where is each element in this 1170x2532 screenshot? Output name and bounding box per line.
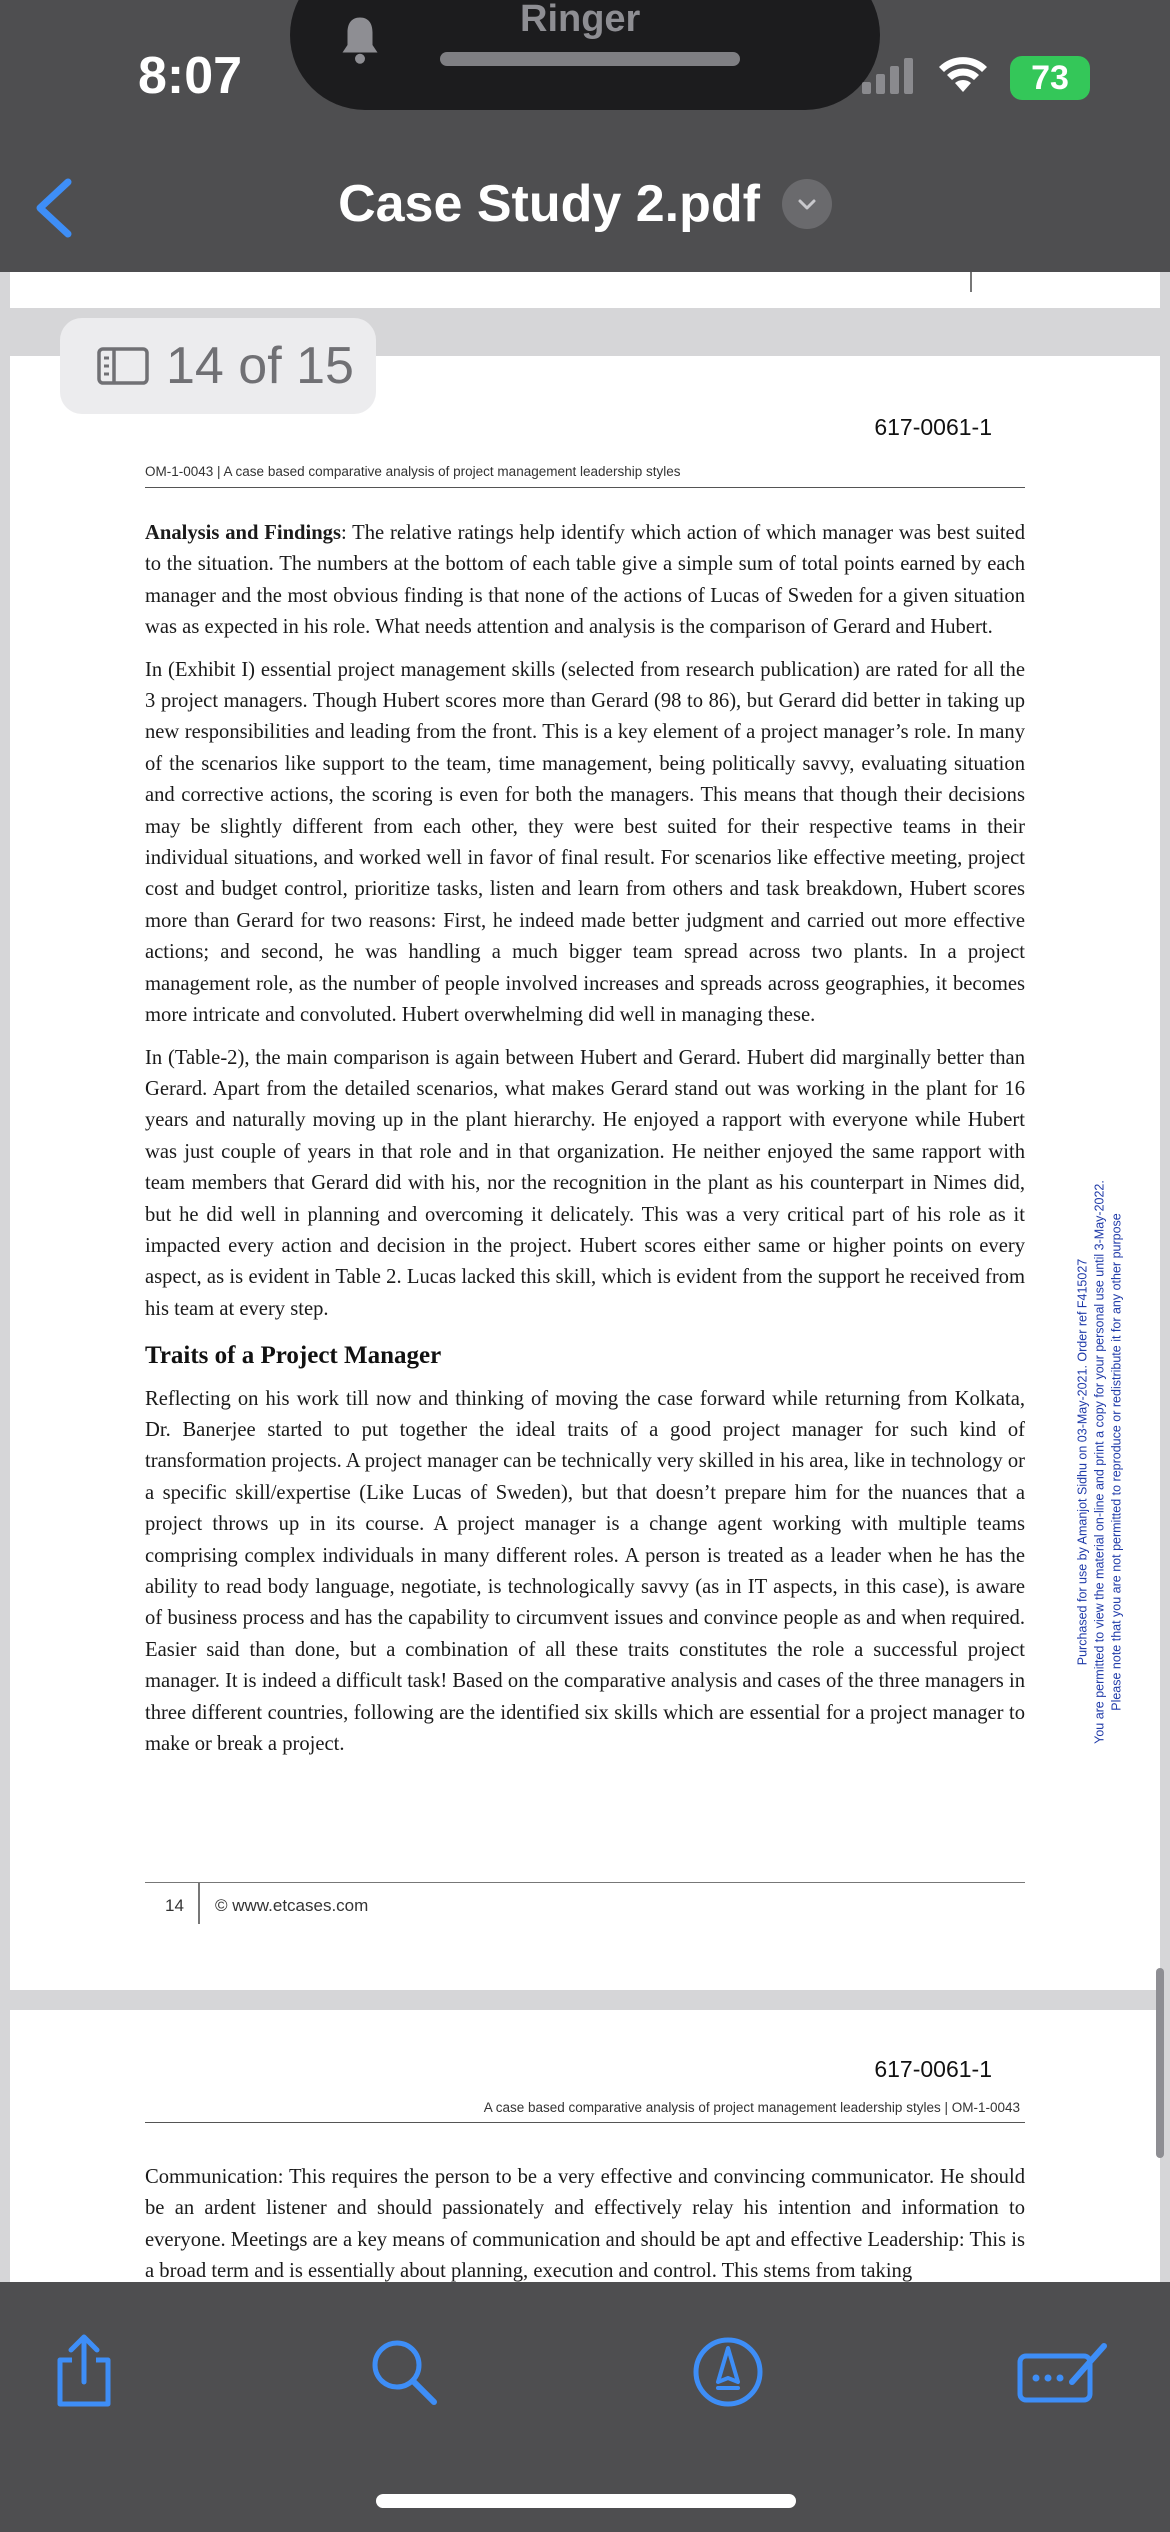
page-indicator[interactable] bbox=[60, 318, 376, 414]
ringer-label: Ringer bbox=[520, 0, 641, 40]
document-title[interactable]: Case Study 2.pdf bbox=[338, 175, 760, 233]
section-heading: Traits of a Project Manager bbox=[145, 1342, 442, 1370]
share-icon[interactable] bbox=[44, 2332, 124, 2412]
header-rule bbox=[145, 487, 1025, 488]
top-bar bbox=[0, 0, 1170, 272]
header-rule-next bbox=[145, 2122, 1025, 2123]
paragraph-bold-lead: Analysis and Findings bbox=[145, 522, 341, 544]
cellular-signal-icon bbox=[862, 58, 916, 94]
paragraph-analysis bbox=[145, 518, 1025, 644]
paragraph-communication: Communication: This requires the person to be a very effective and convincing communicator. He should be an ardent listener and should passionately and effectively relay his intention and information to everyone. Meetings are a key means of communication and should be apt and effective Leadership: This is a broad term and is essentially about planning, execution and control. This stems from taking bbox=[145, 2166, 1025, 2282]
watermark-line-3: Please note that you are not permitted to reproduce or redistribute it for any other purpose bbox=[1109, 1213, 1124, 1711]
page-indicator-text: 14 of 15 bbox=[166, 337, 354, 395]
dynamic-island bbox=[290, 0, 880, 110]
footer-url: © www.etcases.com bbox=[215, 1896, 369, 1915]
previous-page-edge bbox=[10, 272, 1160, 308]
status-time: 8:07 bbox=[138, 47, 243, 105]
page-number: 14 bbox=[165, 1896, 184, 1915]
sidebar-icon bbox=[96, 346, 150, 386]
paragraph-analysis-text: : The relative ratings help identify which action of which manager was best suited to the situation. The numbers at the bottom of each table give a simple sum of total points earned by each manager and the most obvious finding is that none of the actions of Lucas of Sweden for a given situation was as expected in his role. What needs attention and analysis is the comparison of Gerard and Hubert. bbox=[145, 522, 1025, 639]
pdf-viewer[interactable] bbox=[0, 272, 1170, 2282]
footer-rule bbox=[145, 1882, 1025, 1883]
form-fill-icon[interactable] bbox=[1016, 2332, 1112, 2412]
battery-indicator: 73 bbox=[1010, 56, 1090, 100]
watermark-line-2: You are permitted to view the material on-line and print a copy for your personal use until 3-May-2022. bbox=[1092, 1180, 1107, 1744]
search-icon[interactable] bbox=[364, 2332, 444, 2412]
purchase-watermark bbox=[1075, 1152, 1124, 1772]
page-body-next bbox=[145, 2162, 1025, 2282]
ringer-volume-bar bbox=[440, 52, 740, 66]
wifi-icon bbox=[936, 54, 990, 94]
markup-icon[interactable] bbox=[688, 2332, 768, 2412]
footer-separator bbox=[198, 1882, 200, 1924]
paragraph-exhibit: In (Exhibit I) essential project management skills (selected from research publication) are rated for all the 3 project managers. Though Hubert scores more than Gerard (98 to 86), but Gerard did better in taking up new responsibilities and leading from the front. This is a key element of a project manager’s role. In many of the scenarios like support to the team, time management, being politically savvy, evaluating situation and corrective actions, the scoring is even for both the managers. This means that though their decisions may be slightly different from each other, they were best suited for their respective teams in their individual situations, and worked well in favor of final result. For scenarios like effective meeting, project cost and budget control, prioritize tasks, listen and learn from others and task breakdown, Hubert scores more than Gerard for two reasons: First, he indeed made better judgment and carried out more effective actions; and second, he was handling a much bigger team spread across two plants. In a project management role, as the number of people involved increases and spreads across geographies, it becomes more intricate and convoluted. Hubert overwhelming did well in managing these. bbox=[145, 658, 1025, 1027]
chevron-down-icon bbox=[794, 191, 820, 217]
title-menu-button[interactable] bbox=[782, 179, 832, 229]
watermark-line-1: Purchased for use by Amanjot Sidhu on 03-May-2021. Order ref F415027 bbox=[1075, 1258, 1090, 1666]
document-code-next: 617-0061-1 bbox=[874, 2056, 992, 2082]
document-code: 617-0061-1 bbox=[874, 414, 992, 440]
paragraph-table2: In (Table-2), the main comparison is again between Hubert and Gerard. Hubert did marginally better than Gerard. Apart from the detailed scenarios, what makes Gerard stand out was working in the plant for 16 years and naturally moving up in the plant hierarchy. He enjoyed a rapport with everyone while Hubert was just couple of years in that role and in that organization. He neither enjoyed the same rapport with team members that Gerard did with his, nor the recognition in the plant as his counterpart in Nimes did, but he did well in planning and overcoming it delicately. This was a very critical part of his role as it impacted every action and decision in the project. Hubert scores either same or higher points on every aspect, as is evident in Table 2. Lucas lacked this skill, which is evident from the support he received from his team at every step. bbox=[145, 1046, 1025, 1320]
bell-icon bbox=[330, 10, 390, 70]
page-body bbox=[145, 518, 1025, 1771]
running-header: OM-1-0043 | A case based comparative analysis of project management leadership styles bbox=[145, 464, 681, 479]
pdf-page-14 bbox=[10, 356, 1160, 1990]
home-indicator[interactable] bbox=[376, 2494, 796, 2508]
running-header-next: A case based comparative analysis of project management leadership styles | OM-1-0043 bbox=[483, 2100, 1020, 2115]
paragraph-traits: Reflecting on his work till now and thinking of moving the case forward while returning from Kolkata, Dr. Banerjee started to put together the ideal traits of a good project manager for such kind of transformation projects. A project manager can be technically very skilled in his area, like in technology or a specific skill/expertise (Like Lucas of Sweden), but that doesn’t prepare him for the nuances that a project throws up in its course. A project manager is a change agent working with multiple teams comprising complex individuals in many different roles. A person is treated as a leader when he has the ability to read body language, negotiate, is technologically savvy (as in IT aspects, in this case), is aware of business process and has the capability to circumvent issues and convince people as and when required. Easier said than done, but a combination of all these traits constitutes the role a successful project manager. It is indeed a difficult task! Based on the comparative analysis and cases of the three managers in three different countries, following are the identified six skills which are essential for a project manager to make or break a project. bbox=[145, 1387, 1025, 1756]
nav-title-area[interactable] bbox=[0, 174, 1170, 234]
scroll-indicator[interactable] bbox=[1156, 1968, 1164, 2158]
pdf-page-15 bbox=[10, 2010, 1160, 2282]
